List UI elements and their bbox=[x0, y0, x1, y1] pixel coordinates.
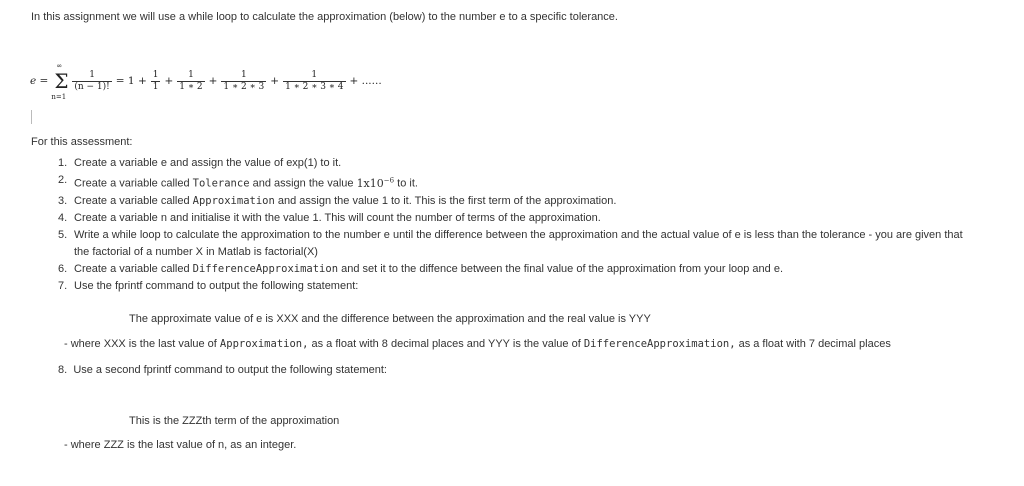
formula-lhs: e = bbox=[30, 75, 49, 87]
term-4: $\frac{1}{1 ∗ 2 ∗ 3 ∗ 4}$ bbox=[285, 69, 344, 92]
equals-one-plus: = 1 + bbox=[115, 75, 147, 87]
list-item: 2. Create a variable called Tolerance and assign the value $1x10^{-6}$ to it. bbox=[58, 174, 418, 190]
list-item: 4. Create a variable n and initialise it with the value 1. This will count the number of terms of the approximation. bbox=[58, 211, 601, 224]
assessment-heading: For this assessment: bbox=[31, 136, 133, 148]
code-tolerance: Tolerance bbox=[192, 177, 250, 190]
list-item-8: 8. Use a second fprintf command to output the following statement: bbox=[58, 364, 387, 376]
e-series-formula: e = ∞ Σ n=1 $\frac{1}{(n - 1)!}$ = 1 + $\frac{1}{1}$ + $\frac{1}{1 ∗ 2}$ + $\frac{1}{1 ∗ 2 ∗ 3}$ + $\frac{1}{1 ∗ 2 ∗ 3 ∗ 4}$ + ...... bbox=[30, 62, 382, 101]
sum-lower-limit: n=1 bbox=[51, 93, 67, 101]
code-difference-approximation: DifferenceApproximation bbox=[192, 262, 339, 275]
tolerance-value: $1x10^{-6}$ bbox=[356, 176, 395, 190]
output-statement-2: This is the ZZZth term of the approximation bbox=[129, 415, 340, 427]
instruction-list bbox=[58, 155, 978, 295]
list-item: 5. Write a while loop to calculate the approximation to the number e until the difference between the approximation and the actual value of e is less than the tolerance - you are given that the factorial of a number X in Matlab is factorial(X) bbox=[58, 228, 963, 258]
list-item: 6. Create a variable called DifferenceApproximation and set it to the diffence between the final value of the approximation from your loop and e. bbox=[58, 262, 783, 275]
summation-symbol: ∞ Σ n=1 bbox=[51, 62, 69, 101]
intro-text: In this assignment we will use a while loop to calculate the approximation (below) to the number e to a specific tolerance. bbox=[31, 11, 618, 23]
general-term: $\frac{1}{(n - 1)!}$ bbox=[74, 69, 110, 92]
term-2: $\frac{1}{1 ∗ 2}$ bbox=[179, 69, 203, 92]
statement-1-explanation: - where XXX is the last value of Approximation, as a float with 8 decimal places and YYY is the value of DifferenceApproximation, as a float with 7 decimal places bbox=[64, 338, 891, 350]
output-statement-1: The approximate value of e is XXX and the difference between the approximation and the real value is YYY bbox=[129, 313, 651, 325]
term-1: $\frac{1}{1}$ bbox=[152, 69, 159, 92]
list-item: 7. Use the fprintf command to output the following statement: bbox=[58, 279, 359, 292]
text-cursor bbox=[31, 110, 32, 124]
list-item: 3. Create a variable called Approximation and assign the value 1 to it. This is the first term of the approximation. bbox=[58, 194, 617, 207]
statement-2-explanation: - where ZZZ is the last value of n, as an integer. bbox=[64, 439, 297, 451]
code-approximation: Approximation bbox=[192, 194, 275, 207]
term-3: $\frac{1}{1 ∗ 2 ∗ 3}$ bbox=[223, 69, 265, 92]
series-tail: + ...... bbox=[349, 75, 382, 87]
list-item: 1. Create a variable e and assign the value of exp(1) to it. bbox=[58, 157, 342, 169]
sum-upper-limit: ∞ bbox=[56, 62, 63, 70]
